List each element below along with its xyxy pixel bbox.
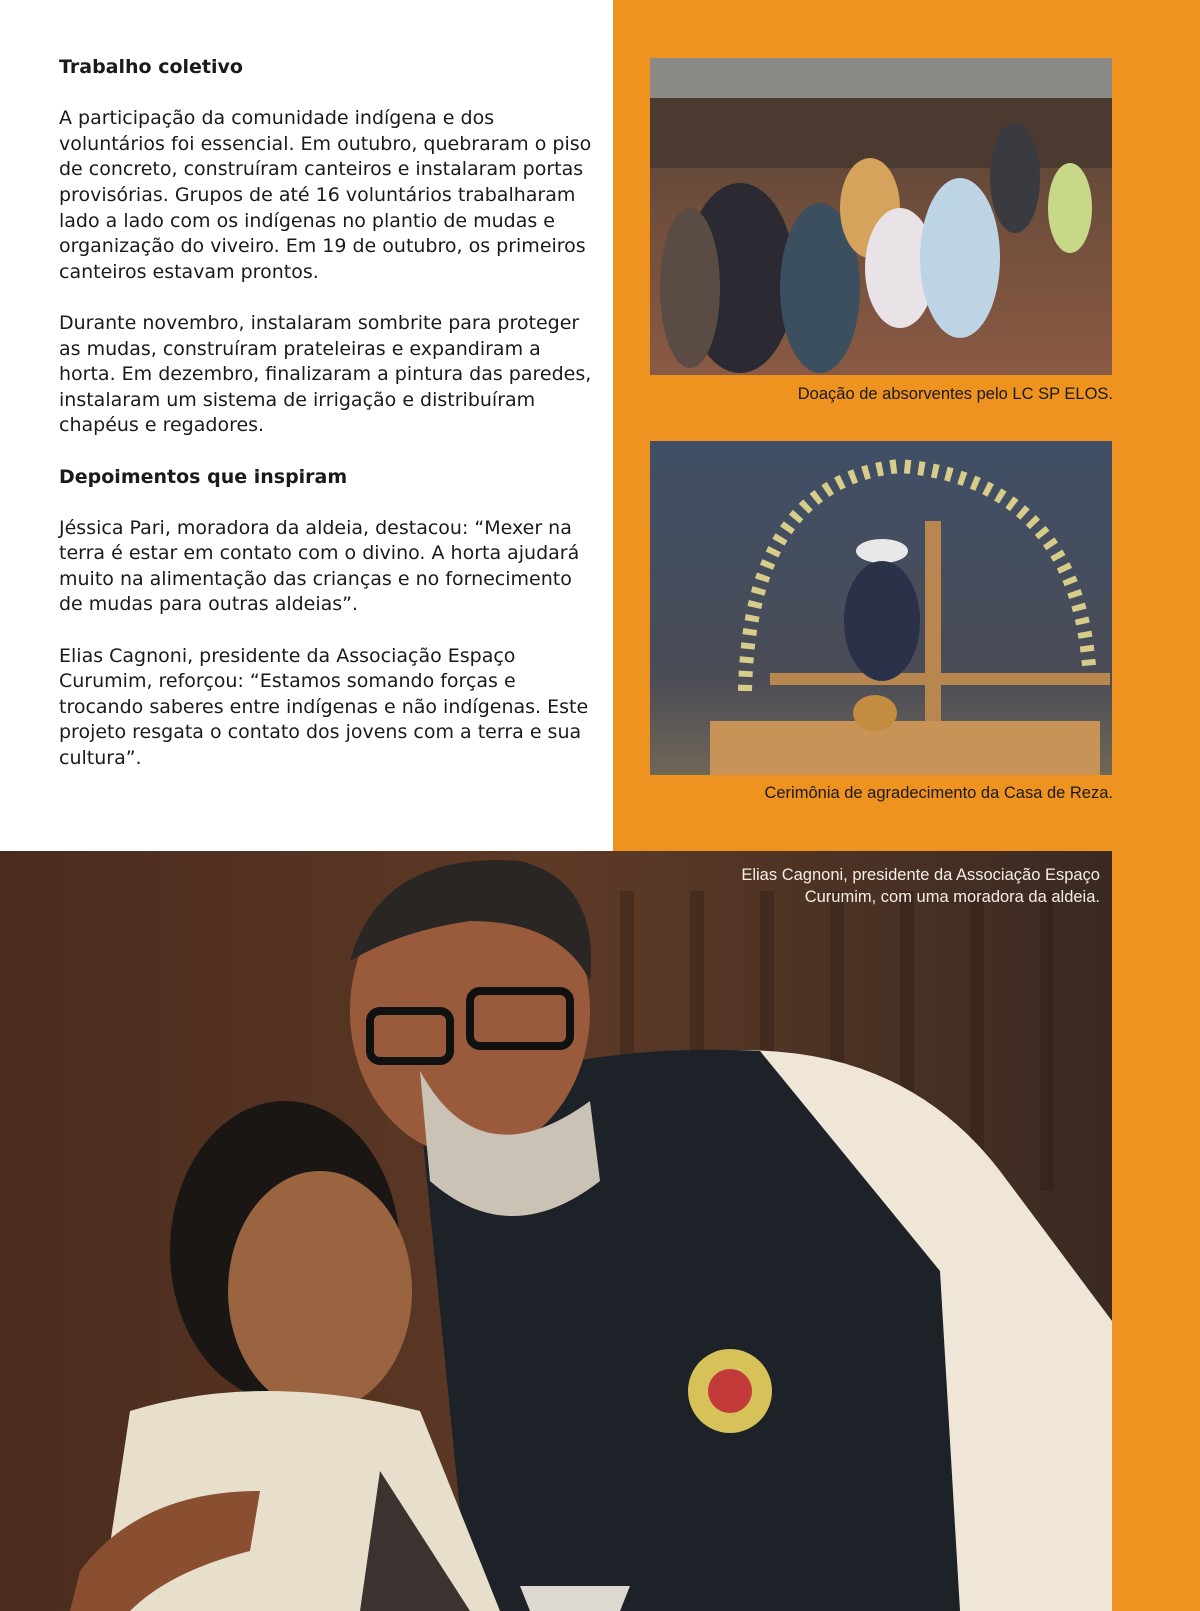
paragraph-jessica-quote: Jéssica Pari, moradora da aldeia, destacou: “Mexer na terra é estar em contato com o divino. A horta ajudará muito na alimentação das crianças e no fornecimento de mudas para outras aldeias”. (59, 516, 580, 616)
paragraph-novembro: Durante novembro, instalaram sombrite para proteger as mudas, construíram prateleiras e expandiram a horta. Em dezembro, finalizaram a pintura das paredes, instalaram um sistema de irrigação e distribuíram chapéus e regadores. (59, 311, 592, 437)
paragraph-participacao: A participação da comunidade indígena e dos voluntários foi essencial. Em outubro, quebraram o piso de concreto, construíram canteiros e instalaram portas provisórias. Grupos de até 16 voluntários trabalharam lado a lado com os indígenas no plantio de mudas e organização do viveiro. Em 19 de outubro, os primeiros canteiros estavam prontos. (59, 107, 592, 283)
photo-elias-caption (640, 864, 1100, 908)
photo-donation (650, 58, 1112, 375)
paragraph-elias-quote: Elias Cagnoni, presidente da Associação Espaço Curumim, reforçou: “Estamos somando forças e trocando saberes entre indígenas e não indígenas. Este projeto resgata o contato dos jovens com a terra e sua cultura”. (59, 644, 589, 770)
section-heading-depoimentos: Depoimentos que inspiram (59, 465, 348, 488)
photo-donation-caption: Doação de absorventes pelo LC SP ELOS. (797, 385, 1113, 403)
section-heading-wrapper (59, 465, 599, 491)
photo-ceremony (650, 441, 1112, 775)
photo-ceremony-caption: Cerimônia de agradecimento da Casa de Reza. (764, 784, 1113, 802)
photo-elias-caption-line2: Curumim, com uma moradora da aldeia. (804, 888, 1100, 906)
section-heading-trabalho-coletivo: Trabalho coletivo (59, 56, 243, 78)
article-text-column (59, 50, 599, 772)
photo-elias-with-resident (0, 851, 1112, 1611)
photo-elias-caption-line1: Elias Cagnoni, presidente da Associação Espaço (741, 866, 1100, 884)
